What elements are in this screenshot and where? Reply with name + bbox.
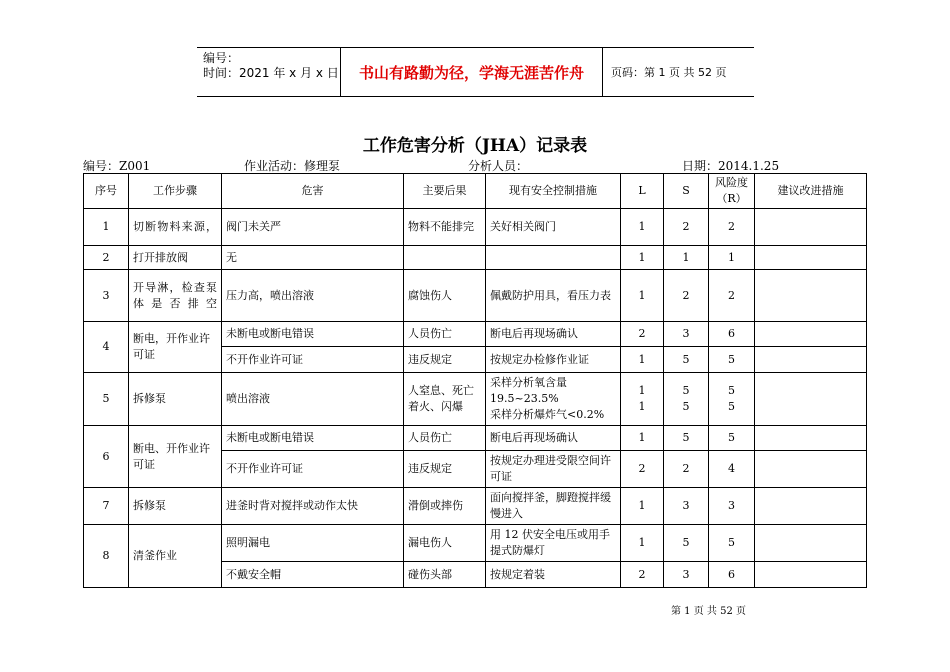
likelihood: 2 — [621, 562, 664, 588]
number-label: 编号： — [203, 51, 240, 65]
likelihood: 1 — [621, 246, 664, 270]
risk: 2 — [709, 209, 755, 246]
consequence: 人员伤亡 — [404, 322, 486, 347]
motto: 书山有路勤为径，学海无涯苦作舟 — [340, 48, 603, 96]
work-step: 拆修泵 — [129, 373, 222, 426]
severity: 5 — [664, 426, 709, 451]
likelihood: 1 1 — [621, 373, 664, 426]
work-step: 断电、开作业许可证 — [129, 426, 222, 488]
likelihood: 2 — [621, 322, 664, 347]
hazard: 进釜时背对搅拌或动作太快 — [222, 488, 404, 525]
col-header: 现有安全控制措施 — [486, 174, 621, 209]
hazard: 阀门未关严 — [222, 209, 404, 246]
advice — [755, 426, 867, 451]
control-measure: 断电后再现场确认 — [486, 426, 621, 451]
doc-date: 日期：2014.1.25 — [682, 159, 780, 173]
consequence: 漏电伤人 — [404, 525, 486, 562]
likelihood: 1 — [621, 270, 664, 322]
control-measure: 按规定着装 — [486, 562, 621, 588]
row-number: 6 — [84, 426, 129, 488]
consequence: 人窒息、死亡着火、闪爆 — [404, 373, 486, 426]
hazard: 照明漏电 — [222, 525, 404, 562]
severity: 5 — [664, 347, 709, 373]
consequence: 违反规定 — [404, 451, 486, 488]
severity: 2 — [664, 209, 709, 246]
table-row — [84, 373, 867, 426]
severity: 5 5 — [664, 373, 709, 426]
hazard: 不开作业许可证 — [222, 451, 404, 488]
table-row — [84, 426, 867, 451]
consequence — [404, 246, 486, 270]
advice — [755, 270, 867, 322]
table-row — [84, 322, 867, 347]
doc-number: 编号：Z001 — [83, 159, 151, 173]
control-measure: 佩戴防护用具，看压力表 — [486, 270, 621, 322]
row-number: 4 — [84, 322, 129, 373]
page-code: 页码：第 1 页 共 52 页 — [611, 66, 727, 79]
col-header: L — [621, 174, 664, 209]
consequence: 滑倒或摔伤 — [404, 488, 486, 525]
row-number: 1 — [84, 209, 129, 246]
table-header-row — [84, 174, 867, 209]
likelihood: 2 — [621, 451, 664, 488]
table-row — [84, 246, 867, 270]
hazard: 无 — [222, 246, 404, 270]
risk: 2 — [709, 270, 755, 322]
document-title: 工作危害分析（JHA）记录表 — [362, 136, 588, 156]
consequence: 物料不能排完 — [404, 209, 486, 246]
col-header: 风险度（R） — [709, 174, 755, 209]
advice — [755, 373, 867, 426]
risk: 6 — [709, 562, 755, 588]
header-left — [203, 51, 339, 81]
hazard: 喷出溶液 — [222, 373, 404, 426]
severity: 3 — [664, 562, 709, 588]
advice — [755, 347, 867, 373]
consequence: 人员伤亡 — [404, 426, 486, 451]
col-header: 主要后果 — [404, 174, 486, 209]
table-row — [84, 270, 867, 322]
control-measure: 关好相关阀门 — [486, 209, 621, 246]
work-step: 断电，开作业许可证 — [129, 322, 222, 373]
table-row — [84, 209, 867, 246]
severity: 5 — [664, 525, 709, 562]
advice — [755, 562, 867, 588]
table-row — [84, 525, 867, 562]
row-number: 8 — [84, 525, 129, 588]
page-footer: 第 1 页 共 52 页 — [671, 606, 746, 617]
row-number: 7 — [84, 488, 129, 525]
row-number: 5 — [84, 373, 129, 426]
control-measure: 按规定办检修作业证 — [486, 347, 621, 373]
advice — [755, 246, 867, 270]
hazard: 不开作业许可证 — [222, 347, 404, 373]
risk: 4 — [709, 451, 755, 488]
analyst: 分析人员： — [468, 159, 529, 173]
advice — [755, 525, 867, 562]
hazard: 不戴安全帽 — [222, 562, 404, 588]
control-measure: 断电后再现场确认 — [486, 322, 621, 347]
table-row — [84, 488, 867, 525]
consequence: 碰伤头部 — [404, 562, 486, 588]
severity: 2 — [664, 451, 709, 488]
advice — [755, 488, 867, 525]
work-step: 清釜作业 — [129, 525, 222, 588]
col-header: 建议改进措施 — [755, 174, 867, 209]
advice — [755, 451, 867, 488]
risk: 5 5 — [709, 373, 755, 426]
work-step: 开导淋，检查泵体是否排空 — [129, 270, 222, 322]
likelihood: 1 — [621, 488, 664, 525]
risk: 1 — [709, 246, 755, 270]
control-measure: 用 12 伏安全电压或用手提式防爆灯 — [486, 525, 621, 562]
work-step: 拆修泵 — [129, 488, 222, 525]
control-measure — [486, 246, 621, 270]
jha-table — [83, 173, 867, 588]
time-label: 时间：2021 年 x 月 x 日 — [203, 66, 339, 80]
consequence: 违反规定 — [404, 347, 486, 373]
col-header: 工作步骤 — [129, 174, 222, 209]
work-activity: 作业活动：修理泵 — [244, 159, 341, 173]
row-number: 3 — [84, 270, 129, 322]
risk: 6 — [709, 322, 755, 347]
col-header: S — [664, 174, 709, 209]
risk: 5 — [709, 525, 755, 562]
col-header: 序号 — [84, 174, 129, 209]
control-measure: 按规定办理进受限空间许可证 — [486, 451, 621, 488]
risk: 5 — [709, 426, 755, 451]
risk: 3 — [709, 488, 755, 525]
work-step: 切断物料来源， — [129, 209, 222, 246]
hazard: 未断电或断电错误 — [222, 322, 404, 347]
severity: 3 — [664, 488, 709, 525]
risk: 5 — [709, 347, 755, 373]
hazard: 未断电或断电错误 — [222, 426, 404, 451]
hazard: 压力高，喷出溶液 — [222, 270, 404, 322]
work-step: 打开排放阀 — [129, 246, 222, 270]
severity: 2 — [664, 270, 709, 322]
advice — [755, 209, 867, 246]
consequence: 腐蚀伤人 — [404, 270, 486, 322]
control-measure: 面向搅拌釜，脚蹬搅拌缓慢进入 — [486, 488, 621, 525]
likelihood: 1 — [621, 426, 664, 451]
likelihood: 1 — [621, 347, 664, 373]
likelihood: 1 — [621, 525, 664, 562]
page-header — [197, 47, 754, 97]
col-header: 危害 — [222, 174, 404, 209]
likelihood: 1 — [621, 209, 664, 246]
control-measure: 采样分析氧含量19.5~23.5% 采样分析爆炸气<0.2% — [486, 373, 621, 426]
severity: 3 — [664, 322, 709, 347]
advice — [755, 322, 867, 347]
row-number: 2 — [84, 246, 129, 270]
severity: 1 — [664, 246, 709, 270]
